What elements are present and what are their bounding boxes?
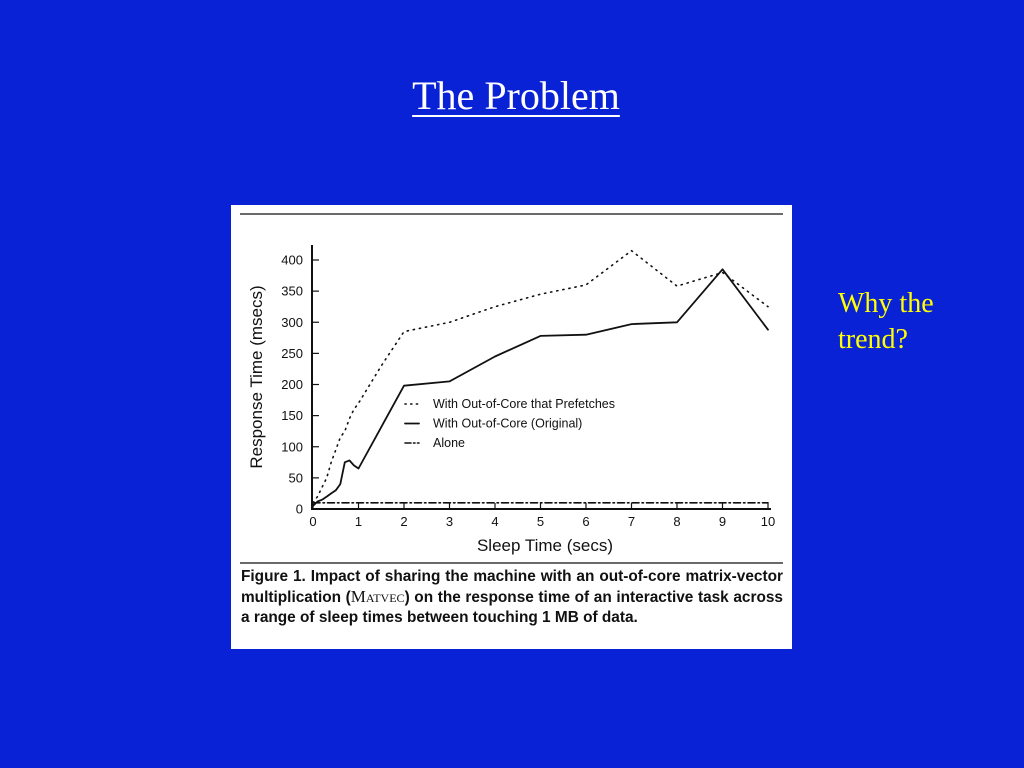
x-tick-label: 6: [582, 514, 590, 529]
legend-label-0: With Out-of-Core that Prefetches: [433, 397, 616, 411]
series-lines: [313, 251, 768, 506]
y-ticks: [281, 253, 319, 517]
x-tick-label: 8: [673, 514, 681, 529]
series-line-1: [313, 269, 768, 506]
slide-title: The Problem: [412, 73, 620, 118]
legend-label-2: Alone: [433, 436, 465, 450]
y-tick-label: 0: [295, 501, 303, 517]
x-tick-label: 10: [760, 514, 776, 529]
y-tick-label: 200: [281, 377, 303, 392]
legend-label-1: With Out-of-Core (Original): [433, 416, 583, 431]
series-line-0: [313, 251, 768, 503]
y-tick-label: 150: [281, 408, 303, 424]
figure: [231, 205, 792, 649]
x-tick-label: 9: [718, 514, 727, 529]
x-tick-label: 0: [309, 514, 317, 529]
caption-prefix: Figure 1. Impact of sharing the machine with an out-of-core matrix-vector multiplication (: [241, 568, 783, 606]
caption-suffix: ) on the response time of an interactive task across a range of sleep times between touching 1 MB of data.: [241, 589, 783, 626]
x-tick-label: 5: [536, 514, 545, 529]
x-tick-label: 7: [627, 514, 636, 529]
y-tick-label: 100: [281, 439, 303, 455]
figure-caption: [241, 567, 783, 628]
side-note: Why the trend?: [838, 288, 934, 355]
y-tick-label: 50: [288, 470, 303, 486]
y-tick-label: 250: [281, 345, 303, 361]
y-tick-label: 400: [281, 252, 303, 268]
x-axis-label: Sleep Time (secs): [476, 536, 614, 555]
y-tick-label: 300: [281, 314, 303, 330]
caption-name: Matvec: [350, 587, 405, 606]
x-tick-label: 1: [354, 514, 363, 529]
y-axis-label: Response Time (msecs): [247, 285, 266, 469]
x-ticks: [309, 503, 775, 529]
x-tick-label: 3: [445, 514, 454, 529]
response-time-chart: [231, 205, 792, 565]
legend: [405, 397, 615, 450]
y-tick-label: 350: [281, 283, 303, 299]
x-tick-label: 2: [400, 514, 408, 529]
x-tick-label: 4: [491, 514, 499, 529]
